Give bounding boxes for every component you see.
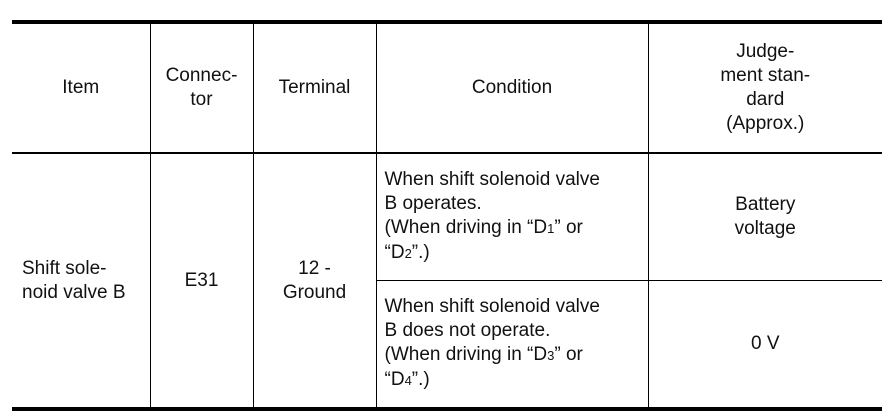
inspection-table xyxy=(12,20,882,411)
item-cell: Shift sole- noid valve B xyxy=(12,153,150,409)
header-terminal: Terminal xyxy=(253,22,376,153)
header-row xyxy=(12,22,882,153)
table-row xyxy=(12,153,882,281)
connector-cell: E31 xyxy=(150,153,253,409)
condition-cell-not-operate: When shift solenoid valve B does not operate. (When driving in “D3” or “D4”.) xyxy=(376,281,648,410)
condition-cell-operates: When shift solenoid valve B operates. (When driving in “D1” or “D2”.) xyxy=(376,153,648,281)
header-connector: Connec- tor xyxy=(150,22,253,153)
judgement-cell-operates: Battery voltage xyxy=(648,153,882,281)
header-judgement: Judge- ment stan- dard (Approx.) xyxy=(648,22,882,153)
judgement-cell-not-operate: 0 V xyxy=(648,281,882,410)
header-item: Item xyxy=(12,22,150,153)
terminal-cell: 12 - Ground xyxy=(253,153,376,409)
header-condition: Condition xyxy=(376,22,648,153)
